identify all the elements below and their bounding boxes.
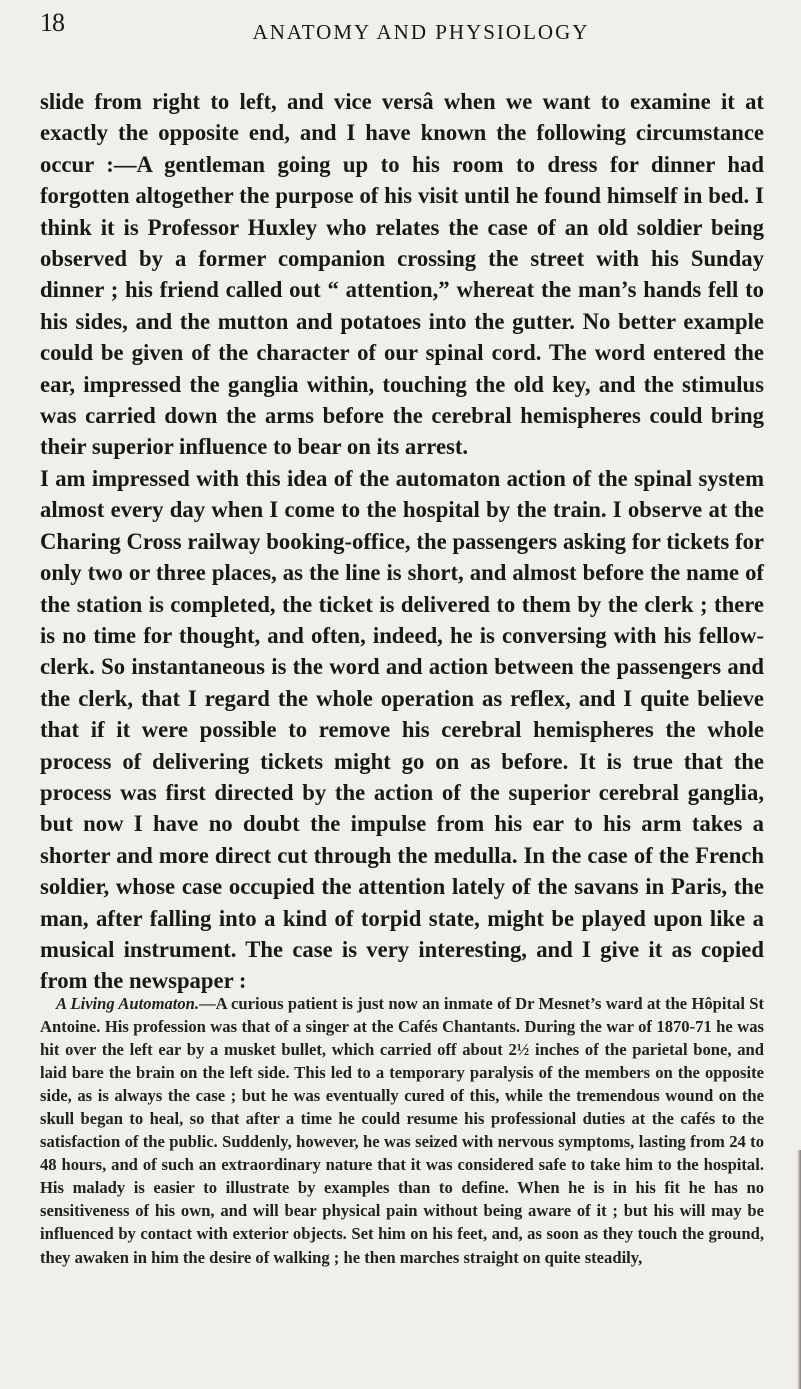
page-edge-shadow	[797, 1150, 801, 1389]
page-number: 18	[40, 8, 64, 37]
page-header	[36, 8, 766, 48]
quote-text: —A curious patient is just now an inmate of Dr Mesnet’s ward at the Hôpital St Antoine. His profession was that of a singer at the Cafés Chantants. During the war of 1870-71 he was hit over the left ear by a musket bullet, which carried off about 2½ inches of the parietal bone, and laid bare the brain on the left side. This led to a temporary paralysis of the members on the opposite side, as is always the case ; but he was eventually cured of this, while the tremendous wound on the skull began to heal, so that after a time he could resume his professional duties at the cafés to the satisfaction of the public. Suddenly, however, he was seized with nervous symptoms, lasting from 24 to 48 hours, and of such an extraordinary nature that it was considered safe to take him to the hospital. His malady is easier to illustrate by examples than to define. When he is in his fit he has no sensitiveness of his own, and will bear physical pain without being aware of it ; but his will may be influenced by contact with exterior objects. Set him on his feet, and, as soon as they touch the ground, they awaken in him the desire of walking ; he then marches straight on quite steadily,	[40, 994, 764, 1267]
paragraph: I am impressed with this idea of the automaton action of the spinal system almost every day when I come to the hospital by the train. I observe at the Charing Cross railway booking-office, the passengers asking for tickets for only two or three places, as the line is short, and almost before the name of the station is completed, the ticket is delivered to them by the clerk ; there is no time for thought, and often, indeed, he is conversing with his fellow-clerk. So instantaneous is the word and action between the passengers and the clerk, that I regard the whole operation as reflex, and I quite believe that if it were possible to remove his cerebral hemispheres the whole process of delivering tickets might go on as before. It is true that the process was first directed by the action of the superior cerebral ganglia, but now I have no doubt the impulse from his ear to his arm takes a shorter and more direct cut through the medulla. In the case of the French soldier, whose case occupied the attention lately of the savans in Paris, the man, after falling into a kind of torpid state, might be played upon like a musical instrument. The case is very interesting, and I give it as copied from the newspaper :	[40, 465, 764, 994]
quote-title: A Living Automaton.	[56, 994, 200, 1013]
paragraph: slide from right to left, and vice versâ when we want to examine it at exactly the opposite end, and I have known the following circumstance occur :—A gentleman going up to his room to dress for dinner had forgotten altogether the purpose of his visit until he found himself in bed. I think it is Professor Huxley who relates the case of an old soldier being observed by a former companion crossing the street with his Sunday dinner ; his friend called out “ attention,” whereat the man’s hands fell to his sides, and the mutton and potatoes into the gutter. No better example could be given of the character of our spinal cord. The word entered the ear, impressed the ganglia within, touching the old key, and the stimulus was carried down the arms before the cerebral hemispheres could bring their superior influence to bear on its arrest.	[40, 89, 764, 460]
body-text	[40, 86, 764, 997]
running-head: ANATOMY AND PHYSIOLOGY	[252, 20, 590, 44]
quoted-newspaper-extract	[40, 992, 764, 1269]
